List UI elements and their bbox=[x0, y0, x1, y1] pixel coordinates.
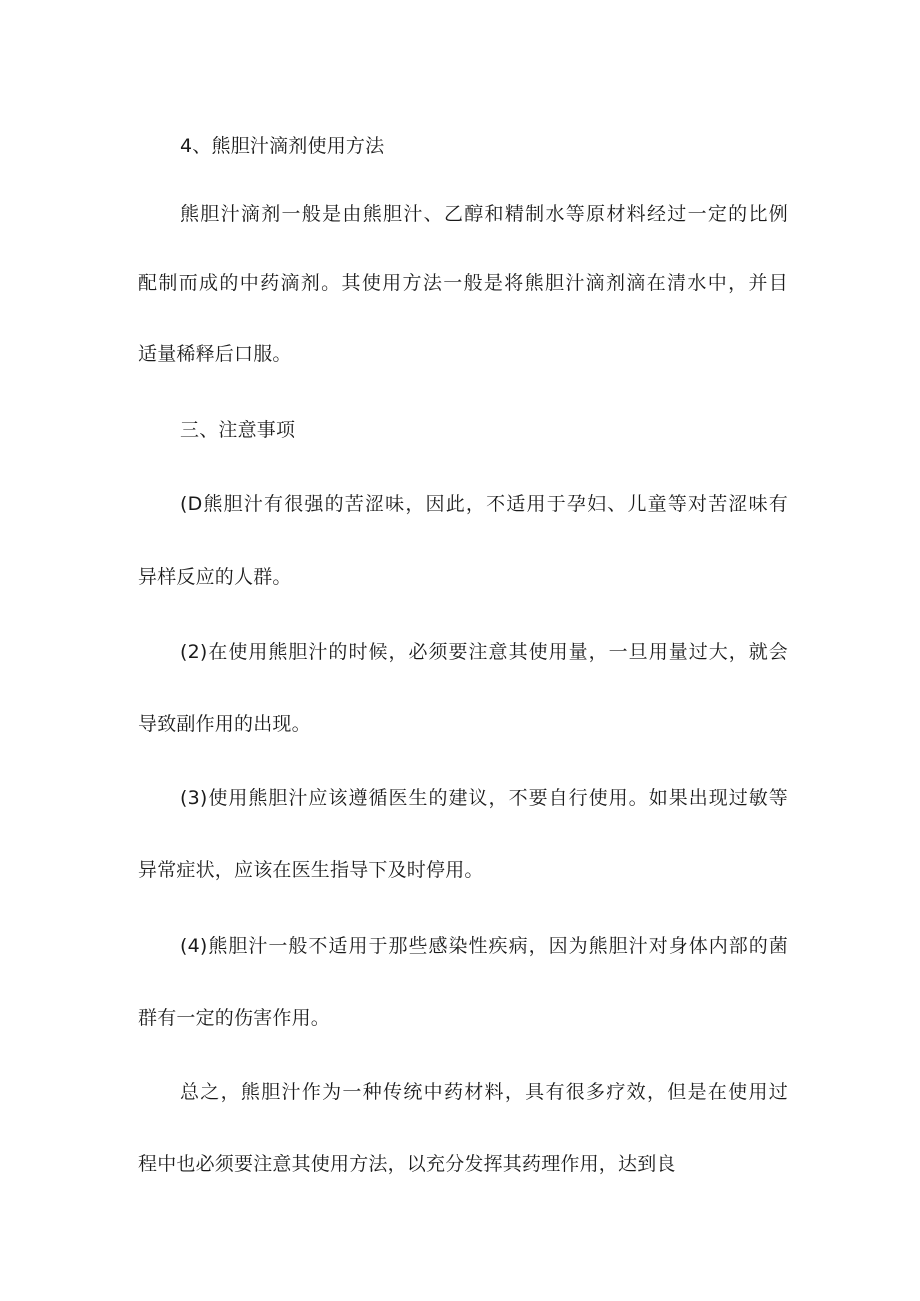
note-line: 群有一定的伤害作用。 bbox=[138, 1007, 331, 1029]
section-heading-notes: 三、注意事项 bbox=[180, 419, 296, 441]
paragraph-line: 配制而成的中药滴剂。其使用方法一般是将熊胆汁滴剂滴在清水中，并目 bbox=[138, 272, 788, 294]
paragraph-line: 适量稀释后口服。 bbox=[138, 343, 292, 365]
note-line: (4)熊胆汁一般不适用于那些感染性疾病，因为熊胆汁对身体内部的菌 bbox=[180, 935, 788, 957]
paragraph-line: 熊胆汁滴剂一般是由熊胆汁、乙醇和精制水等原材料经过一定的比例 bbox=[180, 203, 788, 225]
note-line: (3)使用熊胆汁应该遵循医生的建议，不要自行使用。如果出现过敏等 bbox=[180, 787, 788, 809]
section-heading-method: 4、熊胆汁滴剂使用方法 bbox=[180, 135, 385, 157]
note-line: (2)在使用熊胆汁的时候，必须要注意其使用量，一旦用量过大，就会 bbox=[180, 641, 788, 663]
note-line: 异常症状，应该在医生指导下及时停用。 bbox=[138, 859, 484, 881]
conclusion-line: 总之，熊胆汁作为一种传统中药材料，具有很多疗效，但是在使用过 bbox=[180, 1081, 788, 1103]
note-line: 异样反应的人群。 bbox=[138, 566, 292, 588]
note-line: 导致副作用的出现。 bbox=[138, 713, 311, 735]
note-line: (D熊胆汁有很强的苦涩味，因此，不适用于孕妇、儿童等对苦涩味有 bbox=[180, 493, 788, 515]
conclusion-line: 程中也必须要注意其使用方法，以充分发挥其药理作用，达到良 bbox=[138, 1153, 676, 1175]
